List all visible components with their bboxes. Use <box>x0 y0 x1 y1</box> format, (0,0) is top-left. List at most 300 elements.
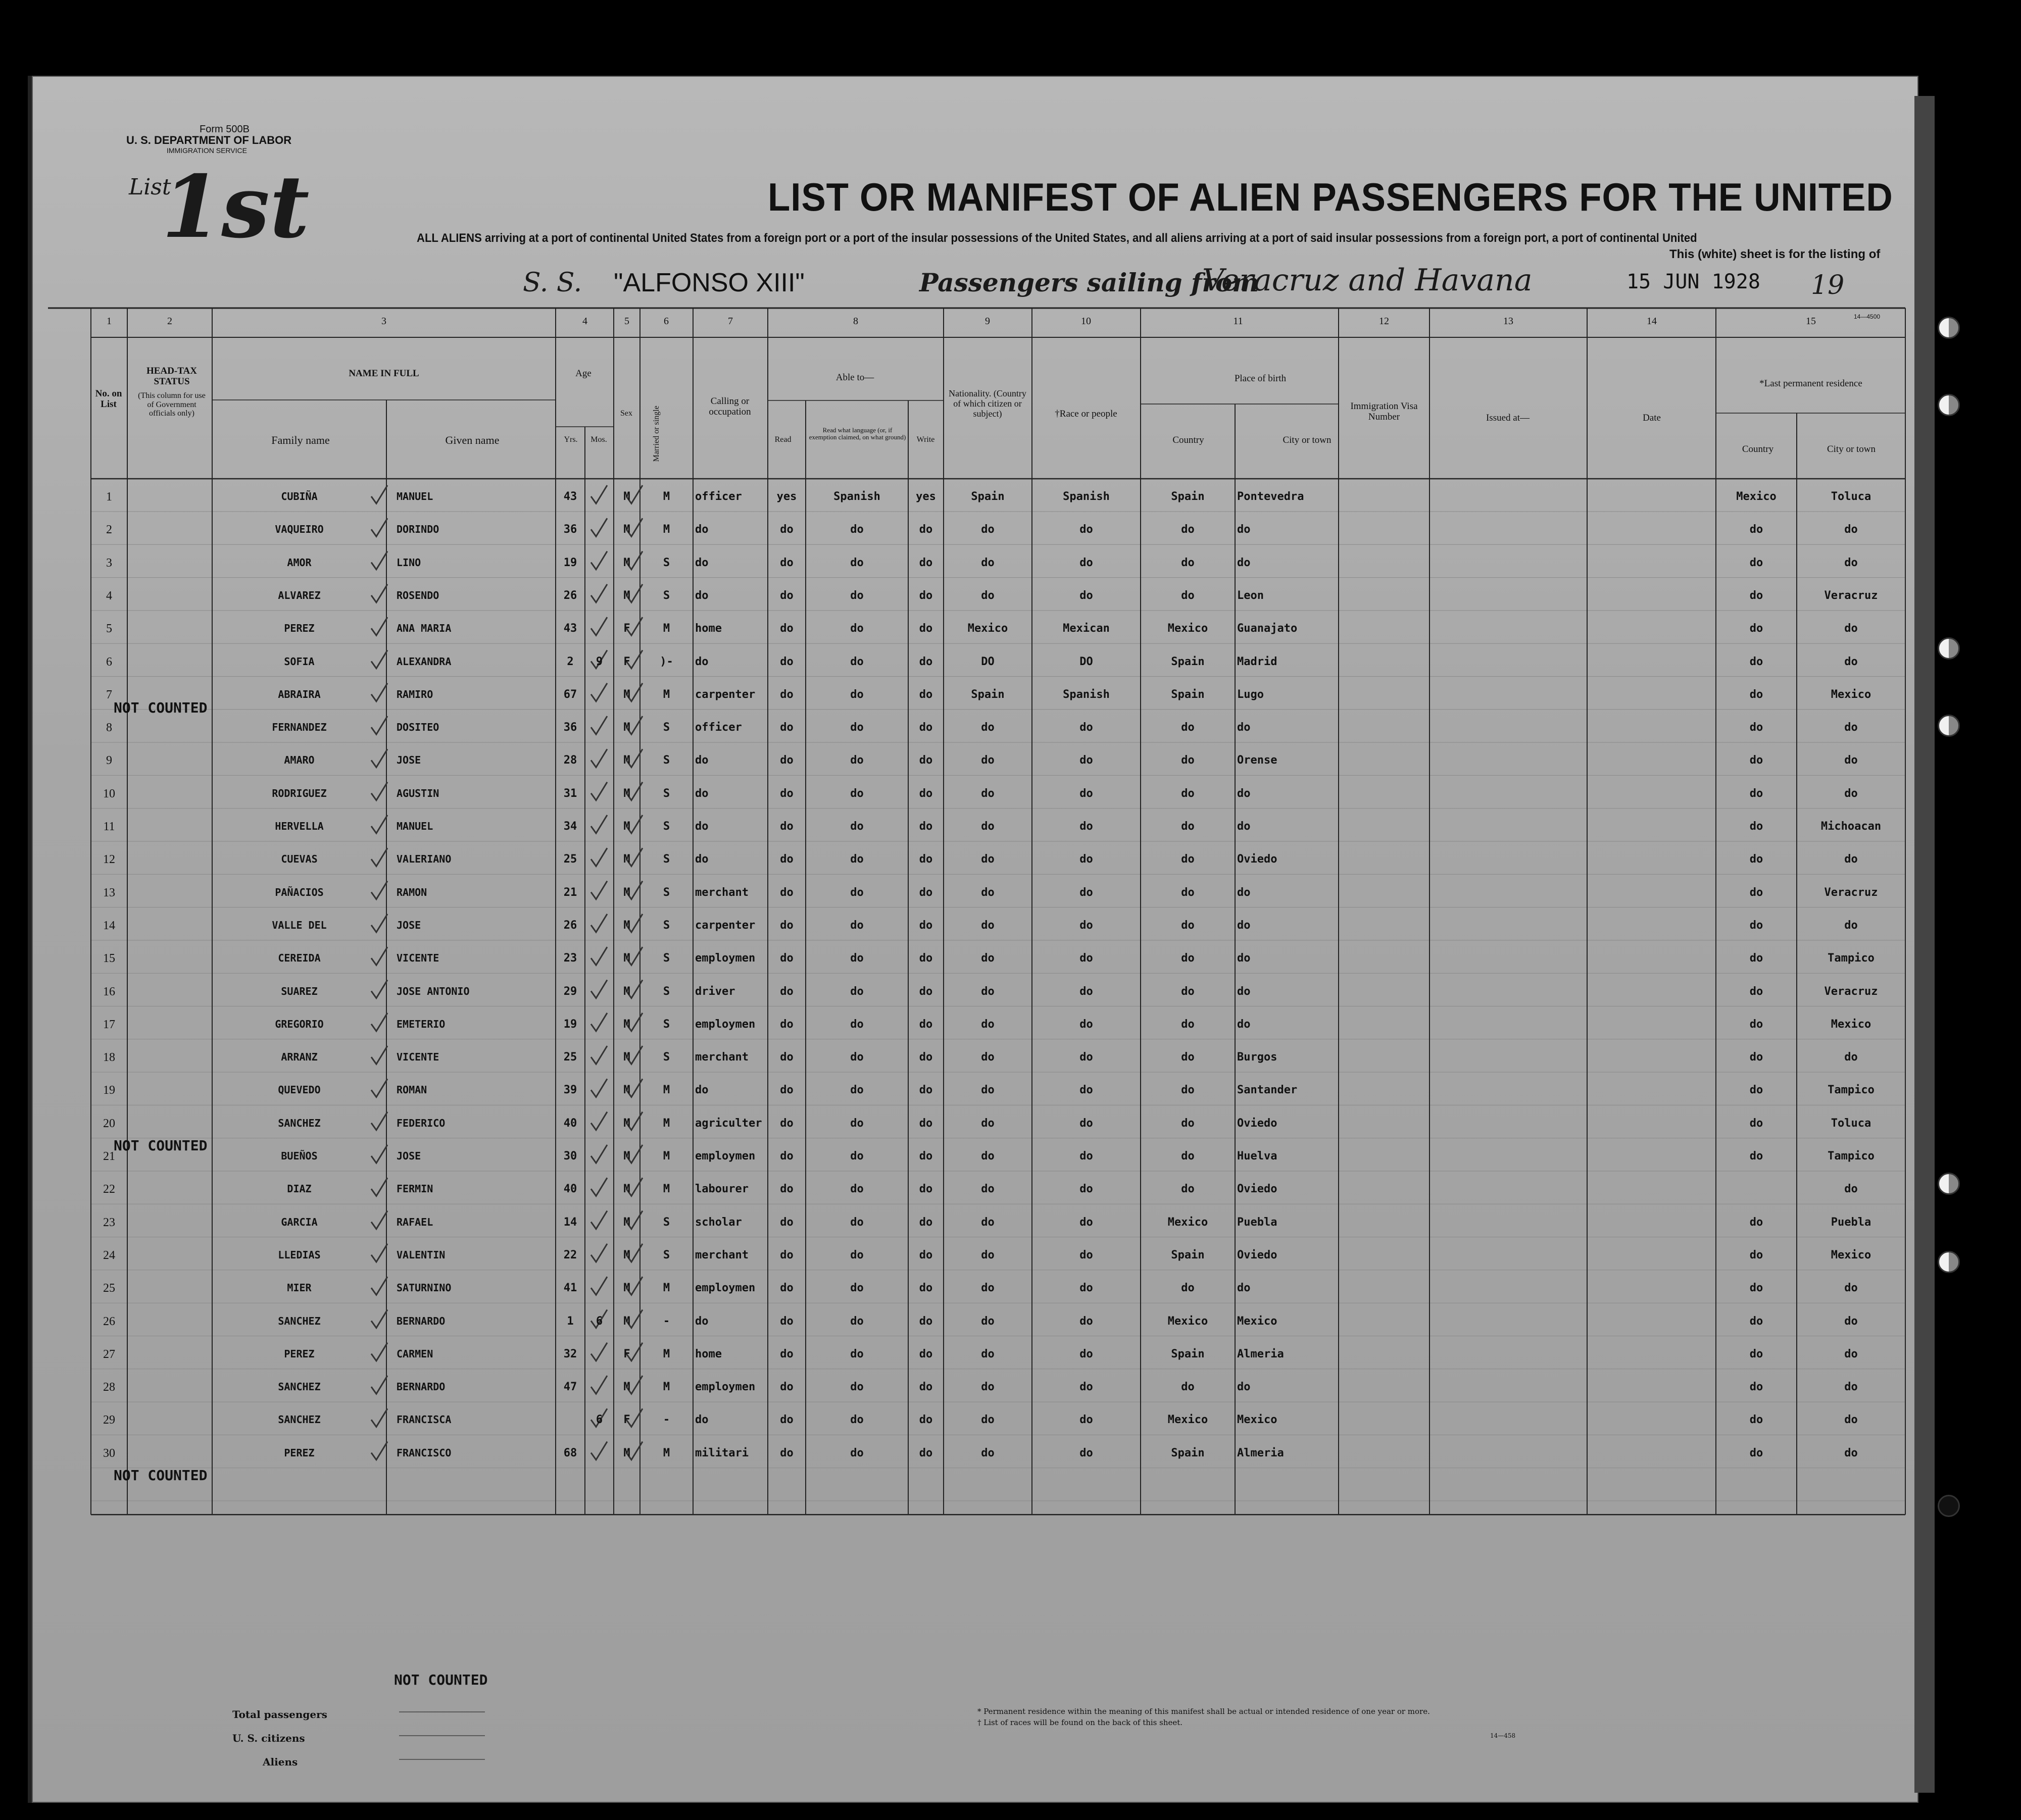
cell-rcountry: do <box>1749 556 1763 569</box>
cell-write: yes <box>916 490 936 503</box>
cell-nat: do <box>981 556 995 569</box>
cell-no: 18 <box>103 1051 115 1065</box>
column-number: 14 <box>1647 316 1657 327</box>
cell-rcity: do <box>1844 622 1858 635</box>
cell-given: JOSE <box>397 919 421 931</box>
cell-given: VICENTE <box>397 1051 439 1064</box>
cell-no: 14 <box>103 919 115 932</box>
header-issued: Issued at— <box>1486 413 1530 423</box>
cell-race: do <box>1079 1248 1093 1261</box>
cell-given: FRANCISCA <box>397 1413 452 1426</box>
check-mark <box>591 485 607 503</box>
cell-write: do <box>919 1248 933 1261</box>
header-birth-country: Country <box>1172 435 1204 445</box>
cell-no: 11 <box>103 820 115 833</box>
cell-no: 30 <box>103 1446 115 1460</box>
check-mark <box>591 1343 607 1361</box>
cell-read: do <box>780 1282 794 1295</box>
cell-bcity: do <box>1237 1381 1251 1394</box>
cell-sex: M <box>623 1150 630 1162</box>
cell-race: do <box>1079 1051 1093 1064</box>
cell-write: do <box>919 952 933 965</box>
cell-write: do <box>919 589 933 602</box>
cell-occ: do <box>695 853 709 866</box>
cell-ms: M <box>663 1347 670 1360</box>
cell-given: RAFAEL <box>397 1216 433 1228</box>
check-mark <box>591 518 607 536</box>
cell-lang: do <box>850 952 864 965</box>
cell-given: FERMIN <box>397 1183 433 1195</box>
cell-sex: M <box>623 853 630 866</box>
cell-write: do <box>919 556 933 569</box>
cell-lang: do <box>850 1018 864 1031</box>
header-res-city: City or town <box>1827 444 1876 454</box>
check-mark <box>591 1112 607 1130</box>
manifest-subtitle-2: This (white) sheet is for the listing of <box>1669 247 1881 261</box>
cell-read: do <box>780 1018 794 1031</box>
cell-bcountry: Mexico <box>1167 1216 1208 1229</box>
cell-race: do <box>1079 589 1093 602</box>
cell-lang: do <box>850 688 864 701</box>
cell-family: PEREZ <box>284 622 315 635</box>
column-number: 12 <box>1379 316 1389 327</box>
cell-bcity: Almeria <box>1237 1347 1284 1360</box>
cell-rcity: do <box>1844 1446 1858 1459</box>
cell-lang: do <box>850 985 864 998</box>
cell-nat: do <box>981 1413 995 1427</box>
cell-occ: agriculter <box>695 1117 762 1130</box>
cell-sex: F <box>623 1347 630 1360</box>
cell-lang: do <box>850 1446 864 1459</box>
cell-occ: merchant <box>695 1248 749 1261</box>
ship-name: "ALFONSO XIII" <box>614 268 805 297</box>
cell-nat: DO <box>981 655 995 668</box>
check-mark <box>591 1079 607 1097</box>
column-number: 7 <box>728 316 733 327</box>
check-mark <box>591 914 607 932</box>
cell-ms: M <box>663 1183 670 1196</box>
cell-nat: Spain <box>971 688 1005 701</box>
cell-rcountry: do <box>1749 1282 1763 1295</box>
cell-family: ABRAIRA <box>278 688 321 700</box>
cell-ms: M <box>663 1446 670 1459</box>
cell-sex: M <box>623 1051 630 1064</box>
cell-bcountry: do <box>1181 1150 1195 1162</box>
cell-nat: do <box>981 589 995 602</box>
cell-read: do <box>780 655 794 668</box>
cell-rcountry: do <box>1749 1018 1763 1031</box>
cell-rcountry: do <box>1749 721 1763 734</box>
cell-no: 25 <box>103 1282 115 1295</box>
cell-nat: do <box>981 1347 995 1360</box>
cell-lang: do <box>850 1347 864 1360</box>
cell-race: do <box>1079 952 1093 965</box>
cell-given: VALERIANO <box>397 853 452 866</box>
cell-given: ALEXANDRA <box>397 655 452 668</box>
not-counted-stamp: NOT COUNTED <box>114 699 208 716</box>
cell-race: do <box>1079 1446 1093 1459</box>
cell-nat: do <box>981 1315 995 1328</box>
header-yrs: Yrs. <box>564 435 578 444</box>
cell-rcity: do <box>1844 1315 1858 1328</box>
cell-sex: M <box>623 721 630 734</box>
cell-no: 19 <box>103 1084 115 1097</box>
cell-no: 21 <box>103 1150 115 1163</box>
cell-occ: employmen <box>695 1018 756 1031</box>
cell-bcountry: do <box>1181 787 1195 800</box>
cell-race: do <box>1079 1018 1093 1031</box>
cell-ms: M <box>663 1117 670 1130</box>
cell-bcity: Pontevedra <box>1237 490 1304 503</box>
cell-read: do <box>780 820 794 833</box>
cell-rcountry: do <box>1749 622 1763 635</box>
service-name: IMMIGRATION SERVICE <box>167 146 247 155</box>
cell-rcity: do <box>1844 1051 1858 1064</box>
cell-sex: M <box>623 1216 630 1229</box>
cell-ms: S <box>663 985 670 998</box>
cell-bcountry: Mexico <box>1167 1413 1208 1427</box>
header-place-of-birth: Place of birth <box>1234 373 1287 384</box>
cell-bcountry: do <box>1181 721 1195 734</box>
cell-bcountry: do <box>1181 1117 1195 1130</box>
cell-no: 8 <box>106 721 112 735</box>
cell-race: do <box>1079 820 1093 833</box>
cell-no: 12 <box>103 853 115 867</box>
cell-bcountry: Mexico <box>1167 622 1208 635</box>
cell-yrs: 21 <box>563 886 577 899</box>
cell-race: do <box>1079 556 1093 569</box>
check-mark <box>591 1145 607 1163</box>
cell-sex: M <box>623 754 630 767</box>
cell-given: CARMEN <box>397 1347 433 1360</box>
cell-nat: do <box>981 1446 995 1459</box>
cell-ms: S <box>663 919 670 932</box>
cell-lang: do <box>850 1315 864 1328</box>
cell-sex: F <box>623 622 630 635</box>
cell-write: do <box>919 1051 933 1064</box>
header-read-language: Read what language (or, if exemption claimed, on what ground) <box>809 426 906 441</box>
cell-nat: do <box>981 853 995 866</box>
cell-rcountry: do <box>1749 1413 1763 1427</box>
cell-read: do <box>780 1216 794 1229</box>
cell-sex: M <box>623 787 630 800</box>
cell-yrs: 36 <box>563 721 577 734</box>
form-number: Form 500B <box>200 124 250 135</box>
cell-write: do <box>919 655 933 668</box>
cell-lang: do <box>850 1117 864 1130</box>
cell-ms: M <box>663 1150 670 1162</box>
cell-rcountry: Mexico <box>1736 490 1777 503</box>
column-number: 9 <box>985 316 990 327</box>
column-number: 6 <box>664 316 669 327</box>
cell-family: DIAZ <box>287 1183 312 1195</box>
cell-yrs: 41 <box>563 1282 577 1295</box>
cell-lang: do <box>850 754 864 767</box>
cell-ms: S <box>663 1216 670 1229</box>
cell-sex: M <box>623 1248 630 1261</box>
cell-family: RODRIGUEZ <box>272 787 327 799</box>
cell-no: 20 <box>103 1117 115 1130</box>
sailing-from: Veracruz and Havana <box>1202 263 1533 298</box>
cell-bcity: Puebla <box>1237 1216 1277 1229</box>
cell-yrs: 47 <box>563 1381 577 1394</box>
cell-rcountry: do <box>1749 853 1763 866</box>
cell-bcountry: Spain <box>1171 688 1205 701</box>
header-family-name: Family name <box>271 434 330 446</box>
check-mark <box>591 551 607 570</box>
cell-race: Spanish <box>1063 490 1110 503</box>
cell-rcity: Tampico <box>1828 1150 1875 1162</box>
cell-write: do <box>919 853 933 866</box>
cell-rcity: do <box>1844 523 1858 536</box>
cell-lang: do <box>850 655 864 668</box>
cell-no: 7 <box>106 688 112 701</box>
cell-occ: do <box>695 589 709 602</box>
column-number: 2 <box>167 316 172 327</box>
cell-bcity: do <box>1237 886 1251 899</box>
cell-occ: employmen <box>695 952 756 965</box>
check-mark <box>591 848 607 866</box>
cell-given: JOSE <box>397 754 421 767</box>
check-mark <box>591 1277 607 1295</box>
cell-family: AMOR <box>287 556 312 569</box>
cell-no: 5 <box>106 622 112 636</box>
cell-occ: carpenter <box>695 919 756 932</box>
check-mark <box>591 749 607 767</box>
cell-nat: do <box>981 886 995 899</box>
cell-read: do <box>780 688 794 701</box>
cell-occ: merchant <box>695 1051 749 1064</box>
check-mark <box>591 1244 607 1262</box>
cell-no: 29 <box>103 1413 115 1427</box>
column-number: 10 <box>1081 316 1091 327</box>
cell-occ: carpenter <box>695 688 756 701</box>
header-read: Read <box>774 435 792 444</box>
cell-occ: do <box>695 787 709 800</box>
cell-read: do <box>780 985 794 998</box>
cell-family: ARRANZ <box>281 1051 318 1064</box>
cell-given: EMETERIO <box>397 1018 446 1030</box>
cell-write: do <box>919 1183 933 1196</box>
cell-rcity: do <box>1844 787 1858 800</box>
cell-bcity: do <box>1237 523 1251 536</box>
cell-nat: do <box>981 523 995 536</box>
cell-no: 3 <box>106 556 112 570</box>
cell-nat: do <box>981 1282 995 1295</box>
cell-no: 1 <box>106 490 112 503</box>
cell-bcountry: Mexico <box>1167 1315 1208 1328</box>
cell-race: do <box>1079 1347 1093 1360</box>
cell-lang: Spanish <box>833 490 880 503</box>
cell-rcountry: do <box>1749 655 1763 668</box>
cell-rcountry: do <box>1749 754 1763 767</box>
cell-ms: S <box>663 853 670 866</box>
cell-occ: do <box>695 754 709 767</box>
header-no-on-list: No. on List <box>95 388 122 410</box>
cell-family: GARCIA <box>281 1216 318 1228</box>
cell-read: do <box>780 886 794 899</box>
check-mark <box>591 1211 607 1229</box>
check-mark <box>591 716 607 734</box>
cell-rcity: do <box>1844 853 1858 866</box>
cell-given: RAMON <box>397 886 427 898</box>
header-nationality: Nationality. (Country of which citizen or subject) <box>949 388 1026 419</box>
not-counted-stamp: NOT COUNTED <box>114 1137 208 1154</box>
cell-write: do <box>919 1413 933 1427</box>
cell-nat: do <box>981 1216 995 1229</box>
cell-given: VALENTIN <box>397 1248 446 1261</box>
cell-no: 2 <box>106 523 112 537</box>
cell-race: do <box>1079 787 1093 800</box>
cell-write: do <box>919 721 933 734</box>
cell-family: VALLE DEL <box>272 919 327 931</box>
cell-rcountry: do <box>1749 952 1763 965</box>
cell-lang: do <box>850 622 864 635</box>
cell-nat: do <box>981 1248 995 1261</box>
cell-read: do <box>780 1150 794 1162</box>
cell-bcity: Oviedo <box>1237 1183 1277 1196</box>
cell-yrs: 19 <box>563 1018 577 1031</box>
cell-rcity: do <box>1844 655 1858 668</box>
check-mark <box>591 584 607 602</box>
cell-nat: do <box>981 919 995 932</box>
cell-sex: M <box>623 1282 630 1295</box>
cell-rcity: Veracruz <box>1824 589 1878 602</box>
cell-occ: militari <box>695 1446 749 1459</box>
cell-read: yes <box>776 490 797 503</box>
cell-nat: Mexico <box>967 622 1008 635</box>
cell-ms: M <box>663 622 670 635</box>
header-race: †Race or people <box>1055 409 1117 419</box>
cell-nat: do <box>981 1150 995 1162</box>
header-name-in-full: NAME IN FULL <box>349 368 419 379</box>
cell-family: CUBIÑA <box>281 490 318 502</box>
cell-no: 10 <box>103 787 115 800</box>
cell-race: do <box>1079 1084 1093 1097</box>
cell-occ: do <box>695 556 709 569</box>
cell-nat: do <box>981 1084 995 1097</box>
cell-yrs: 2 <box>567 655 574 668</box>
cell-rcountry: do <box>1749 1117 1763 1130</box>
cell-bcity: do <box>1237 1018 1251 1031</box>
cell-rcity: Puebla <box>1831 1216 1871 1229</box>
cell-family: AMARO <box>284 754 315 767</box>
year-prefix: 19 <box>1811 270 1845 300</box>
cell-bcity: Almeria <box>1237 1446 1284 1459</box>
cell-bcity: Lugo <box>1237 688 1264 701</box>
cell-write: do <box>919 688 933 701</box>
header-write: Write <box>916 435 935 444</box>
check-mark <box>591 1046 607 1064</box>
cell-occ: officer <box>695 721 742 734</box>
cell-sex: M <box>623 589 630 602</box>
cell-mos: 6 <box>596 1315 603 1328</box>
cell-occ: driver <box>695 985 735 998</box>
check-mark <box>591 815 607 833</box>
cell-bcountry: do <box>1181 952 1195 965</box>
cell-occ: officer <box>695 490 742 503</box>
cell-no: 15 <box>103 952 115 966</box>
cell-lang: do <box>850 589 864 602</box>
cell-write: do <box>919 1315 933 1328</box>
cell-read: do <box>780 589 794 602</box>
check-mark <box>591 1376 607 1394</box>
cell-write: do <box>919 1216 933 1229</box>
cell-yrs: 31 <box>563 787 577 800</box>
cell-write: do <box>919 622 933 635</box>
header-given-name: Given name <box>445 434 500 446</box>
cell-occ: labourer <box>695 1183 749 1196</box>
header-head-tax-note: (This column for use of Government officials only) <box>138 391 206 418</box>
cell-no: 28 <box>103 1381 115 1394</box>
cell-ms: S <box>663 952 670 965</box>
header-head-tax: HEAD-TAX STATUS <box>146 366 197 387</box>
cell-rcity: Mexico <box>1831 1018 1871 1031</box>
cell-rcountry: do <box>1749 886 1763 899</box>
cell-rcity: do <box>1844 1183 1858 1196</box>
cell-lang: do <box>850 919 864 932</box>
check-mark <box>591 617 607 635</box>
cell-ms: S <box>663 721 670 734</box>
cell-given: SATURNINO <box>397 1282 452 1294</box>
column-number: 1 <box>107 316 112 327</box>
cell-bcity: Mexico <box>1237 1315 1277 1328</box>
header-last-residence: *Last permanent residence <box>1759 378 1862 389</box>
cell-rcity: Mexico <box>1831 1248 1871 1261</box>
date-stamp: 15 JUN 1928 <box>1626 270 1760 293</box>
cell-given: JOSE ANTONIO <box>397 985 470 997</box>
check-mark <box>591 683 607 701</box>
cell-bcountry: do <box>1181 919 1195 932</box>
cell-race: do <box>1079 985 1093 998</box>
cell-yrs: 68 <box>563 1446 577 1459</box>
column-number: 3 <box>381 316 386 327</box>
cell-lang: do <box>850 1051 864 1064</box>
cell-rcountry: do <box>1749 589 1763 602</box>
cell-bcountry: Spain <box>1171 490 1205 503</box>
cell-bcity: do <box>1237 556 1251 569</box>
cell-rcity: do <box>1844 1381 1858 1394</box>
cell-read: do <box>780 919 794 932</box>
cell-ms: S <box>663 1018 670 1031</box>
cell-yrs: 25 <box>563 853 577 866</box>
cell-rcity: do <box>1844 919 1858 932</box>
list-label: List <box>129 174 171 200</box>
cell-rcity: do <box>1844 754 1858 767</box>
cell-write: do <box>919 1446 933 1459</box>
cell-mos: 9 <box>596 655 603 668</box>
cell-nat: do <box>981 1051 995 1064</box>
cell-race: Spanish <box>1063 688 1110 701</box>
cell-ms: M <box>663 490 670 503</box>
cell-yrs: 34 <box>563 820 577 833</box>
header-date: Date <box>1643 413 1661 423</box>
cell-rcountry: do <box>1749 919 1763 932</box>
cell-given: ROSENDO <box>397 589 439 601</box>
cell-bcity: do <box>1237 820 1251 833</box>
cell-bcity: do <box>1237 985 1251 998</box>
cell-occ: do <box>695 1315 709 1328</box>
column-number: 8 <box>853 316 858 327</box>
cell-sex: M <box>623 919 630 932</box>
cell-lang: do <box>850 1084 864 1097</box>
header-age: Age <box>575 368 591 379</box>
cell-given: DOSITEO <box>397 721 439 734</box>
cell-yrs: 40 <box>563 1183 577 1196</box>
cell-write: do <box>919 1381 933 1394</box>
cell-family: PAÑACIOS <box>275 886 324 898</box>
cell-occ: do <box>695 1084 709 1097</box>
